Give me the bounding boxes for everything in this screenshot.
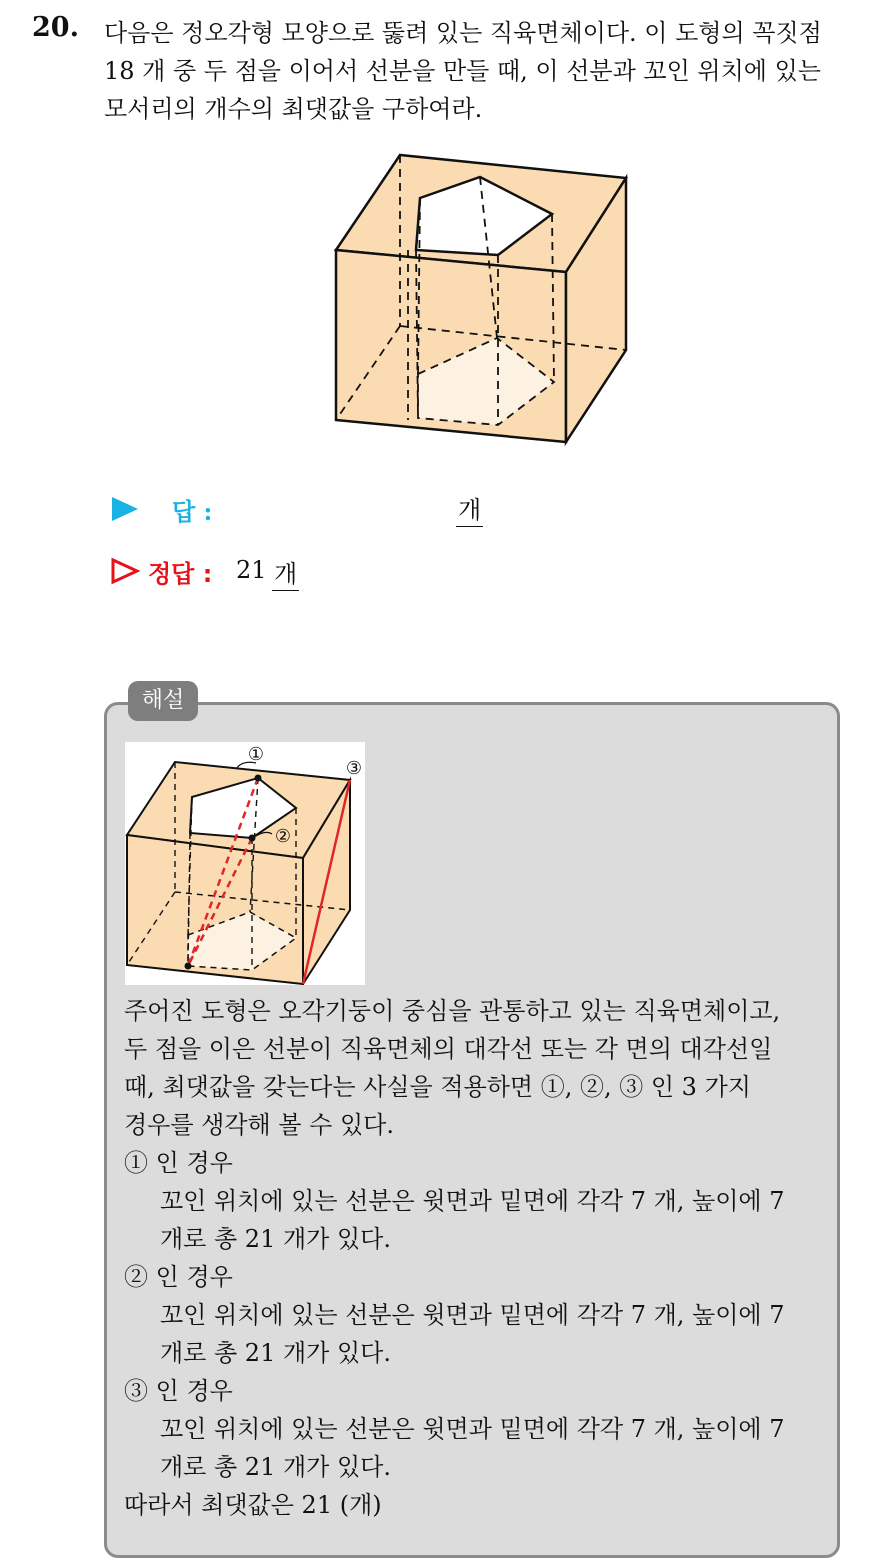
solution-case-heading: ③ 인 경우 xyxy=(124,1377,233,1405)
answer-unit: 개 xyxy=(456,490,483,527)
solution-line: 꼬인 위치에 있는 선분은 윗면과 밑면에 각각 7 개, 높이에 7 xyxy=(160,1415,785,1443)
solution-text xyxy=(124,992,836,1524)
figure-label-1: ① xyxy=(247,744,265,765)
solution-case-heading: ② 인 경우 xyxy=(124,1263,233,1291)
question-line: 다음은 정오각형 모양으로 뚫려 있는 직육면체이다. 이 도형의 꼭짓점 xyxy=(104,19,822,47)
solution-line: 개로 총 21 개가 있다. xyxy=(160,1453,391,1481)
solution-line: 때, 최댓값을 갖는다는 사실을 적용하면 ①, ②, ③ 인 3 가지 xyxy=(124,1073,751,1101)
correct-label: 정답 : xyxy=(148,560,213,588)
solution-line: 개로 총 21 개가 있다. xyxy=(160,1339,391,1367)
question-line: 18 개 중 두 점을 이어서 선분을 만들 때, 이 선분과 꼬인 위치에 있는 xyxy=(104,57,821,85)
solution-line: 두 점을 이은 선분이 직육면체의 대각선 또는 각 면의 대각선일 xyxy=(124,1035,773,1063)
solution-line: 꼬인 위치에 있는 선분은 윗면과 밑면에 각각 7 개, 높이에 7 xyxy=(160,1187,785,1215)
figure-label-3: ③ xyxy=(345,758,363,779)
correct-unit: 개 xyxy=(272,554,299,591)
solution-figure xyxy=(125,742,365,985)
solution-line: 주어진 도형은 오각기둥이 중심을 관통하고 있는 직육면체이고, xyxy=(124,997,781,1025)
solution-line: 개로 총 21 개가 있다. xyxy=(160,1225,391,1253)
solution-tab: 해설 xyxy=(128,681,198,721)
solution-line: 꼬인 위치에 있는 선분은 윗면과 밑면에 각각 7 개, 높이에 7 xyxy=(160,1301,785,1329)
question-text xyxy=(104,14,864,128)
question-line: 모서리의 개수의 최댓값을 구하여라. xyxy=(104,95,483,123)
figure-label-2: ② xyxy=(274,826,292,847)
solution-conclusion: 따라서 최댓값은 21 (개) xyxy=(124,1491,382,1519)
solution-case-heading: ① 인 경우 xyxy=(124,1149,233,1177)
solution-line: 경우를 생각해 볼 수 있다. xyxy=(124,1111,394,1139)
answer-label: 답 : xyxy=(172,497,213,526)
correct-value: 21 xyxy=(236,556,267,584)
question-number: 20. xyxy=(32,12,79,43)
answer-arrow-icon xyxy=(110,495,140,523)
correct-arrow-icon xyxy=(110,557,140,585)
cuboid-pentagon-figure xyxy=(330,150,632,446)
